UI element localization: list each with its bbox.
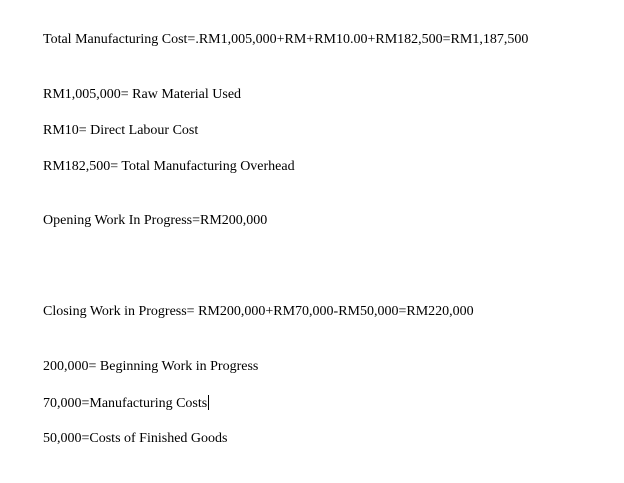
raw-material-used-line: RM1,005,000= Raw Material Used [43, 87, 242, 102]
total-manufacturing-cost-line: Total Manufacturing Cost=.RM1,005,000+RM+RM10.00+RM182,500=RM1,187,500 [43, 32, 529, 47]
beginning-work-in-progress-line: 200,000= Beginning Work in Progress [43, 359, 259, 374]
text-cursor [208, 395, 209, 410]
manufacturing-costs-text: 70,000=Manufacturing Costs [43, 396, 208, 411]
opening-work-in-progress-line: Opening Work In Progress=RM200,000 [43, 213, 268, 228]
closing-work-in-progress-line: Closing Work in Progress= RM200,000+RM70,000-RM50,000=RM220,000 [43, 304, 474, 319]
manufacturing-costs-line [43, 395, 209, 412]
total-manufacturing-overhead-line: RM182,500= Total Manufacturing Overhead [43, 159, 295, 174]
direct-labour-cost-line: RM10= Direct Labour Cost [43, 123, 199, 138]
costs-of-finished-goods-line: 50,000=Costs of Finished Goods [43, 431, 228, 446]
